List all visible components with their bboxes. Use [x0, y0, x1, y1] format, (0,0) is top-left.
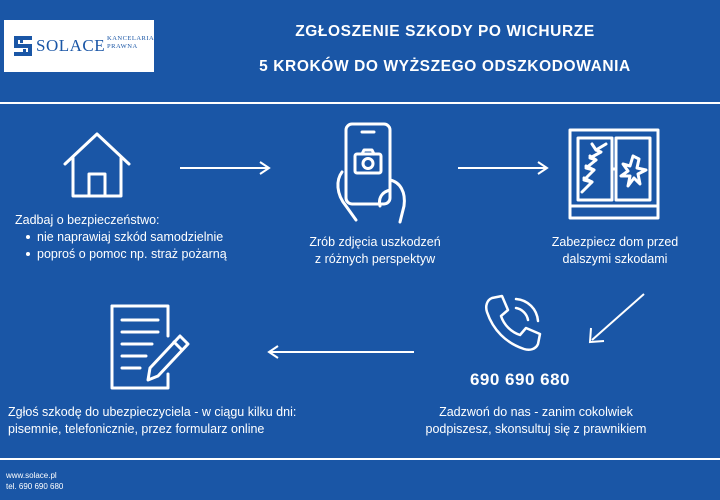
- logo-subtitle-line2: PRAWNA: [107, 43, 138, 50]
- step2-line1: Zrób zdjęcia uszkodzeń: [309, 235, 441, 249]
- bottom-divider: [0, 458, 720, 460]
- telephone-icon: [482, 292, 544, 354]
- step4-line2: podpiszesz, skonsultuj się z prawnikiem: [425, 422, 647, 436]
- step1-heading: Zadbaj o bezpieczeństwo:: [15, 213, 160, 227]
- broken-window-icon: [566, 126, 662, 222]
- logo-subtitle-line1: KANCELARIA: [107, 35, 155, 42]
- arrow-right-icon: [180, 160, 272, 176]
- logo-mark-icon: [14, 36, 32, 56]
- logo: [4, 20, 154, 72]
- logo-name: SOLACE: [36, 36, 106, 55]
- document-pen-icon: [108, 302, 198, 394]
- step4-line1: Zadzwoń do nas - zanim cokolwiek: [439, 405, 633, 419]
- step5-text: [8, 404, 358, 438]
- phone-camera-icon: [334, 120, 414, 226]
- step1-bullet-list: [25, 229, 275, 263]
- footer-website-link[interactable]: www.solace.pl: [6, 471, 57, 480]
- step1-text: [15, 212, 275, 263]
- step3-text: [520, 234, 710, 268]
- arrow-down-left-icon: [586, 290, 648, 346]
- step5-line1: Zgłoś szkodę do ubezpieczyciela - w ciągu kilku dni:: [8, 405, 297, 419]
- footer-phone: tel. 690 690 680: [6, 482, 64, 491]
- top-divider: [0, 102, 720, 104]
- footer: [6, 470, 63, 492]
- step2-text: [280, 234, 470, 268]
- arrow-left-icon: [266, 344, 416, 360]
- step2-line2: z różnych perspektyw: [314, 252, 436, 266]
- arrow-right-icon: [458, 160, 550, 176]
- phone-number[interactable]: 690 690 680: [469, 370, 571, 389]
- step4-text: [406, 404, 666, 438]
- logo-subtitle: [107, 35, 154, 51]
- page-title-line2: 5 KROKÓW DO WYŻSZEGO ODSZKODOWANIA: [259, 58, 631, 75]
- step3-line2: dalszymi szkodami: [562, 252, 668, 266]
- list-item: nie naprawiaj szkód samodzielnie: [25, 229, 275, 246]
- house-icon: [62, 128, 132, 200]
- step5-line2: pisemnie, telefonicznie, przez formularz online: [8, 422, 265, 436]
- list-item: poproś o pomoc np. straż pożarną: [25, 246, 275, 263]
- step3-line1: Zabezpiecz dom przed: [551, 235, 679, 249]
- page-title-line1: ZGŁOSZENIE SZKODY PO WICHURZE: [295, 23, 595, 40]
